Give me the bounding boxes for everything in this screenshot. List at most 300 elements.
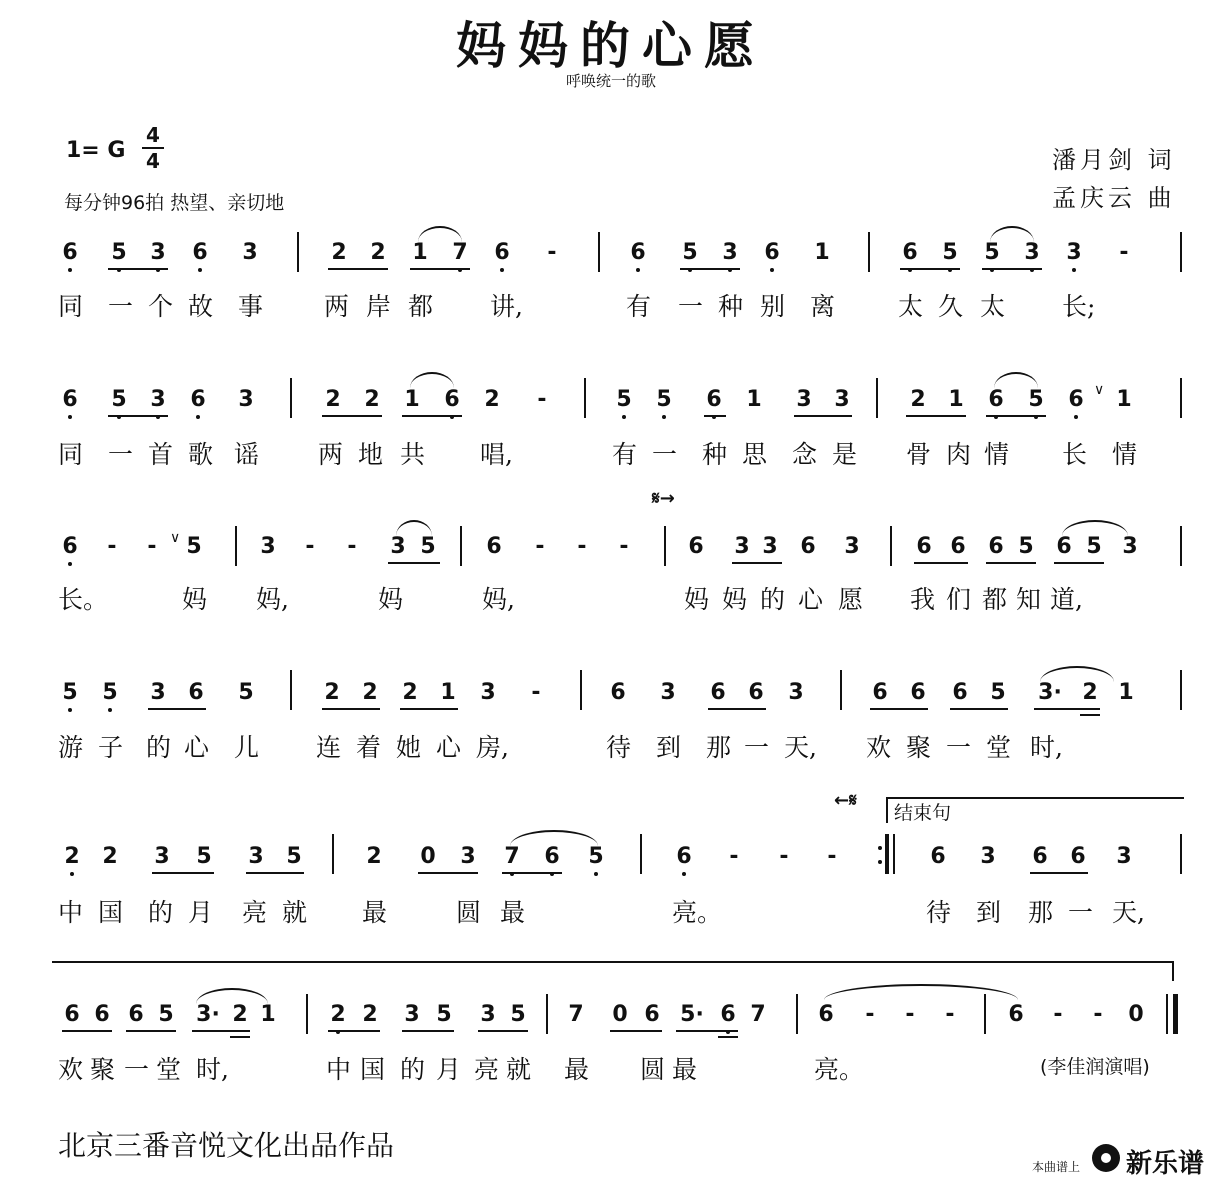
note: 6	[916, 534, 932, 559]
note: 3	[734, 534, 750, 559]
lyric: 首	[148, 440, 174, 469]
lyric: 儿	[234, 733, 260, 762]
dot-below	[1074, 415, 1078, 419]
lyric: 天,	[1112, 898, 1145, 927]
lyric: 聚	[906, 733, 932, 762]
lyric: 最	[500, 898, 526, 927]
lyric: 时,	[196, 1055, 229, 1084]
lyric: 肉	[946, 440, 972, 469]
repeat-barline-thick	[885, 834, 889, 874]
note: 3	[788, 680, 804, 705]
dash: -	[547, 240, 557, 265]
lyric: 道,	[1050, 585, 1083, 614]
lyric: 情	[1112, 440, 1138, 469]
beam	[794, 415, 852, 417]
beam	[610, 1030, 662, 1032]
beam	[986, 415, 1046, 417]
lyric: 太	[980, 292, 1006, 321]
note: 3	[834, 387, 850, 412]
note: 6	[62, 240, 78, 265]
lyric: 都	[982, 585, 1008, 614]
note: 2	[484, 387, 500, 412]
lyric: 有	[612, 440, 638, 469]
lyric: 堂	[986, 733, 1012, 762]
note: 1	[948, 387, 964, 412]
note: 1	[1118, 680, 1134, 705]
beam	[108, 268, 168, 270]
dot-below	[500, 268, 504, 272]
lyric: 妈,	[482, 585, 515, 614]
note: 5·	[680, 1002, 704, 1027]
note: 5	[420, 534, 436, 559]
note: 6	[910, 680, 926, 705]
barline	[984, 994, 986, 1034]
lyric: 到	[976, 898, 1002, 927]
beam	[732, 562, 782, 564]
note: 3	[660, 680, 676, 705]
note: 5	[62, 680, 78, 705]
lyric: 一	[744, 733, 770, 762]
note: 6	[710, 680, 726, 705]
note: 3	[154, 844, 170, 869]
lyric: 妈,	[256, 585, 289, 614]
note: 1	[814, 240, 830, 265]
note: 5	[436, 1002, 452, 1027]
lyric: 知	[1016, 585, 1042, 614]
note: 6	[688, 534, 704, 559]
note: 5	[102, 680, 118, 705]
lyric: 是	[832, 440, 858, 469]
note: 1	[260, 1002, 276, 1027]
note: 5	[1018, 534, 1034, 559]
lyric: 妈	[722, 585, 748, 614]
lyric: 到	[656, 733, 682, 762]
barline	[580, 670, 582, 710]
beam	[708, 708, 766, 710]
lyric: 骨	[906, 440, 932, 469]
record-disc-icon	[1092, 1144, 1120, 1172]
lyric: 她	[396, 733, 422, 762]
beam	[246, 872, 304, 874]
ending-label: 结束句	[894, 802, 952, 824]
note: 3	[150, 387, 166, 412]
beam	[982, 268, 1042, 270]
lyric: 房,	[476, 733, 509, 762]
note: 3	[796, 387, 812, 412]
note: 6	[494, 240, 510, 265]
note: 6	[644, 1002, 660, 1027]
note: 6	[192, 240, 208, 265]
note: 3	[260, 534, 276, 559]
beam-16th	[718, 1036, 738, 1038]
dot-below	[1072, 268, 1076, 272]
dash: -	[779, 844, 789, 869]
note: 3	[1066, 240, 1082, 265]
dash: -	[945, 1002, 955, 1027]
dot-below	[594, 872, 598, 876]
barline	[306, 994, 308, 1034]
lyric: 事	[238, 292, 264, 321]
song-title: 妈妈的心愿	[456, 16, 766, 75]
composer-credit: 孟庆云 曲	[1052, 184, 1176, 212]
brand-name: 新乐谱	[1126, 1149, 1205, 1179]
note: 2	[362, 680, 378, 705]
barline	[1180, 834, 1182, 874]
lyric: 两	[324, 292, 350, 321]
note: 6	[1008, 1002, 1024, 1027]
lyric: 久	[938, 292, 964, 321]
beam	[478, 1030, 528, 1032]
lyricist-credit: 潘月剑 词	[1052, 146, 1176, 174]
note: 6	[62, 387, 78, 412]
note: 5	[1086, 534, 1102, 559]
lyric: 中	[58, 898, 84, 927]
note: 3	[1122, 534, 1138, 559]
barline	[290, 670, 292, 710]
lyric: 着	[356, 733, 382, 762]
lyric: 谣	[234, 440, 260, 469]
lyric: 亮	[242, 898, 268, 927]
note: 6	[94, 1002, 110, 1027]
lyric: 歌	[188, 440, 214, 469]
barline	[297, 232, 299, 272]
dot-below	[682, 872, 686, 876]
barline	[1180, 378, 1182, 418]
dot-below	[108, 708, 112, 712]
tempo-marking: 每分钟96拍 热望、亲切地	[64, 192, 285, 214]
slur	[410, 372, 454, 388]
lyric: 就	[506, 1055, 532, 1084]
lyric: 游	[58, 733, 84, 762]
dot-below	[770, 268, 774, 272]
lyric: 妈	[684, 585, 710, 614]
note: 3	[762, 534, 778, 559]
note: 3	[480, 680, 496, 705]
beam	[1030, 872, 1088, 874]
beam	[676, 1030, 738, 1032]
repeat-dot-upper	[878, 846, 882, 850]
dot-below	[70, 872, 74, 876]
note: 0	[420, 844, 436, 869]
note: 6	[1032, 844, 1048, 869]
note: 3	[238, 387, 254, 412]
note: 6	[988, 534, 1004, 559]
final-barline-thin	[1166, 994, 1168, 1034]
segno-to-mark: 𝄋→	[652, 488, 675, 509]
lyric: 愿	[838, 585, 864, 614]
note: 7	[568, 1002, 584, 1027]
lyric: 一	[678, 292, 704, 321]
note: 5	[984, 240, 1000, 265]
beam	[502, 872, 562, 874]
lyric: 妈	[182, 585, 208, 614]
lyric: 亮。	[672, 898, 723, 927]
slur	[510, 830, 598, 846]
dash: -	[107, 534, 117, 559]
note: 3	[844, 534, 860, 559]
barline	[546, 994, 548, 1034]
source-label: 本曲谱上	[1032, 1160, 1081, 1174]
note: 5	[111, 387, 127, 412]
lyric: 一	[108, 292, 134, 321]
beam	[914, 562, 968, 564]
note: 5	[1028, 387, 1044, 412]
note: 3	[404, 1002, 420, 1027]
lyric: 最	[564, 1055, 590, 1084]
note: 6	[188, 680, 204, 705]
lyric: 一	[946, 733, 972, 762]
dash: -	[1093, 1002, 1103, 1027]
beam	[418, 872, 478, 874]
beam	[1034, 708, 1100, 710]
dash: -	[1053, 1002, 1063, 1027]
dash: -	[535, 534, 545, 559]
note: 6	[706, 387, 722, 412]
note: 5	[510, 1002, 526, 1027]
lyric: 妈	[378, 585, 404, 614]
lyric: 聚	[90, 1055, 116, 1084]
lyric: 月	[436, 1055, 462, 1084]
note: 6	[544, 844, 560, 869]
beam-16th	[230, 1036, 250, 1038]
note: 3	[150, 680, 166, 705]
lyric: 情	[984, 440, 1010, 469]
breath-mark: ∨	[170, 530, 181, 546]
lyric: 长;	[1062, 292, 1096, 321]
note: 5	[682, 240, 698, 265]
note: 3	[722, 240, 738, 265]
note: 6	[486, 534, 502, 559]
barline	[460, 526, 462, 566]
dot-below	[622, 415, 626, 419]
note: 2	[325, 387, 341, 412]
lyric: 时,	[1030, 733, 1063, 762]
dash: -	[305, 534, 315, 559]
lyric: 的	[148, 898, 174, 927]
note: 5	[656, 387, 672, 412]
lyric: 亮	[474, 1055, 500, 1084]
slur	[418, 226, 462, 242]
barline	[1180, 526, 1182, 566]
note: 3	[390, 534, 406, 559]
note: 6	[190, 387, 206, 412]
lyric: 亮。	[814, 1055, 865, 1084]
lyric: 两	[318, 440, 344, 469]
beam	[870, 708, 928, 710]
note: 5	[186, 534, 202, 559]
lyric: 待	[926, 898, 952, 927]
lyric: 欢	[58, 1055, 84, 1084]
note: 2	[330, 1002, 346, 1027]
note: 6	[1056, 534, 1072, 559]
lyric: 最	[672, 1055, 698, 1084]
note: 3·	[196, 1002, 220, 1027]
producer-credit: 北京三番音悦文化出品作品	[58, 1129, 395, 1162]
barline	[235, 526, 237, 566]
note: 6	[1070, 844, 1086, 869]
note: 2	[366, 844, 382, 869]
note: 3	[460, 844, 476, 869]
note: 1	[412, 240, 428, 265]
barline	[868, 232, 870, 272]
note: 6	[748, 680, 764, 705]
beam	[410, 268, 470, 270]
lyric: 待	[606, 733, 632, 762]
lyric: 种	[702, 440, 728, 469]
note: 3	[150, 240, 166, 265]
note: 3	[1024, 240, 1040, 265]
note: 2	[364, 387, 380, 412]
time-signature	[142, 124, 164, 172]
lyric: 太	[898, 292, 924, 321]
note: 3	[480, 1002, 496, 1027]
lyric: 故	[188, 292, 214, 321]
barline	[840, 670, 842, 710]
lyric: 天,	[784, 733, 817, 762]
barline	[640, 834, 642, 874]
dash: -	[347, 534, 357, 559]
note: 7	[504, 844, 520, 869]
note: 6	[444, 387, 460, 412]
lyric: 一	[1068, 898, 1094, 927]
song-subtitle: 呼唤统一的歌	[565, 72, 656, 90]
slur	[994, 372, 1038, 388]
note: 6	[676, 844, 692, 869]
lyric: 的	[146, 733, 172, 762]
tie	[824, 984, 1018, 1000]
note: 5	[286, 844, 302, 869]
beam	[322, 415, 382, 417]
lyric: 同	[58, 440, 84, 469]
note: 2	[331, 240, 347, 265]
lyric: 唱,	[480, 440, 513, 469]
beam	[322, 708, 380, 710]
beam	[402, 1030, 454, 1032]
beam	[328, 268, 388, 270]
beam	[126, 1030, 176, 1032]
dot-below	[198, 268, 202, 272]
dash: -	[729, 844, 739, 869]
note: 3	[1116, 844, 1132, 869]
dot-below	[662, 415, 666, 419]
barline	[598, 232, 600, 272]
key-signature: 1= G	[66, 138, 126, 163]
lyric: 们	[946, 585, 972, 614]
beam	[328, 1030, 380, 1032]
barline	[332, 834, 334, 874]
beam	[986, 562, 1036, 564]
repeat-dot-lower	[878, 860, 882, 864]
note: 6	[610, 680, 626, 705]
note: 6	[62, 534, 78, 559]
note: 1	[746, 387, 762, 412]
note: 3	[980, 844, 996, 869]
lyric: 圆	[640, 1055, 666, 1084]
note: 5	[238, 680, 254, 705]
note: 2	[402, 680, 418, 705]
barline	[890, 526, 892, 566]
note: 2	[910, 387, 926, 412]
barline	[664, 526, 666, 566]
lyric: 思	[742, 440, 768, 469]
lyric: 种	[718, 292, 744, 321]
breath-mark: ∨	[1094, 382, 1105, 398]
dot-below	[636, 268, 640, 272]
note: 6	[818, 1002, 834, 1027]
dash: -	[147, 534, 157, 559]
note: 6	[930, 844, 946, 869]
note: 5	[111, 240, 127, 265]
dash: -	[619, 534, 629, 559]
lyric: 离	[810, 292, 836, 321]
note: 2	[362, 1002, 378, 1027]
lyric: 长。	[58, 585, 109, 614]
note: 6	[764, 240, 780, 265]
note: 2	[64, 844, 80, 869]
lyric: 心	[436, 733, 462, 762]
performer-credit: (李佳润演唱)	[1040, 1056, 1150, 1078]
beam	[152, 872, 214, 874]
note: 3·	[1038, 680, 1062, 705]
note: 6	[128, 1002, 144, 1027]
note: 2	[232, 1002, 248, 1027]
note: 2	[370, 240, 386, 265]
lyric: 连	[316, 733, 342, 762]
dot-below	[68, 562, 72, 566]
slur	[990, 226, 1034, 242]
barline	[1180, 232, 1182, 272]
lyric: 圆	[456, 898, 482, 927]
slur	[396, 520, 432, 536]
lyric: 的	[400, 1055, 426, 1084]
time-signature-top: 4	[146, 123, 160, 147]
note: 6	[64, 1002, 80, 1027]
dash: -	[537, 387, 547, 412]
lyric: 一	[108, 440, 134, 469]
lyric: 堂	[156, 1055, 182, 1084]
note: 1	[440, 680, 456, 705]
dash: -	[1119, 240, 1129, 265]
note: 0	[612, 1002, 628, 1027]
beam	[192, 1030, 250, 1032]
lyric: 同	[58, 292, 84, 321]
note: 7	[750, 1002, 766, 1027]
lyric: 就	[282, 898, 308, 927]
lyric: 地	[358, 440, 384, 469]
lyric: 念	[792, 440, 818, 469]
barline	[796, 994, 798, 1034]
note: 2	[102, 844, 118, 869]
barline	[876, 378, 878, 418]
beam	[704, 415, 726, 417]
lyric: 长	[1062, 440, 1088, 469]
note: 1	[1116, 387, 1132, 412]
lyric: 别	[760, 292, 786, 321]
lyric: 心	[184, 733, 210, 762]
note: 6	[902, 240, 918, 265]
note: 7	[452, 240, 468, 265]
note: 6	[872, 680, 888, 705]
note: 5	[588, 844, 604, 869]
lyric: 共	[400, 440, 426, 469]
note: 6	[1068, 387, 1084, 412]
lyric: 最	[362, 898, 388, 927]
barline	[290, 378, 292, 418]
lyric: 个	[148, 292, 174, 321]
segno-from-mark: ←𝄋	[834, 790, 857, 811]
note: 5	[158, 1002, 174, 1027]
note: 6	[720, 1002, 736, 1027]
